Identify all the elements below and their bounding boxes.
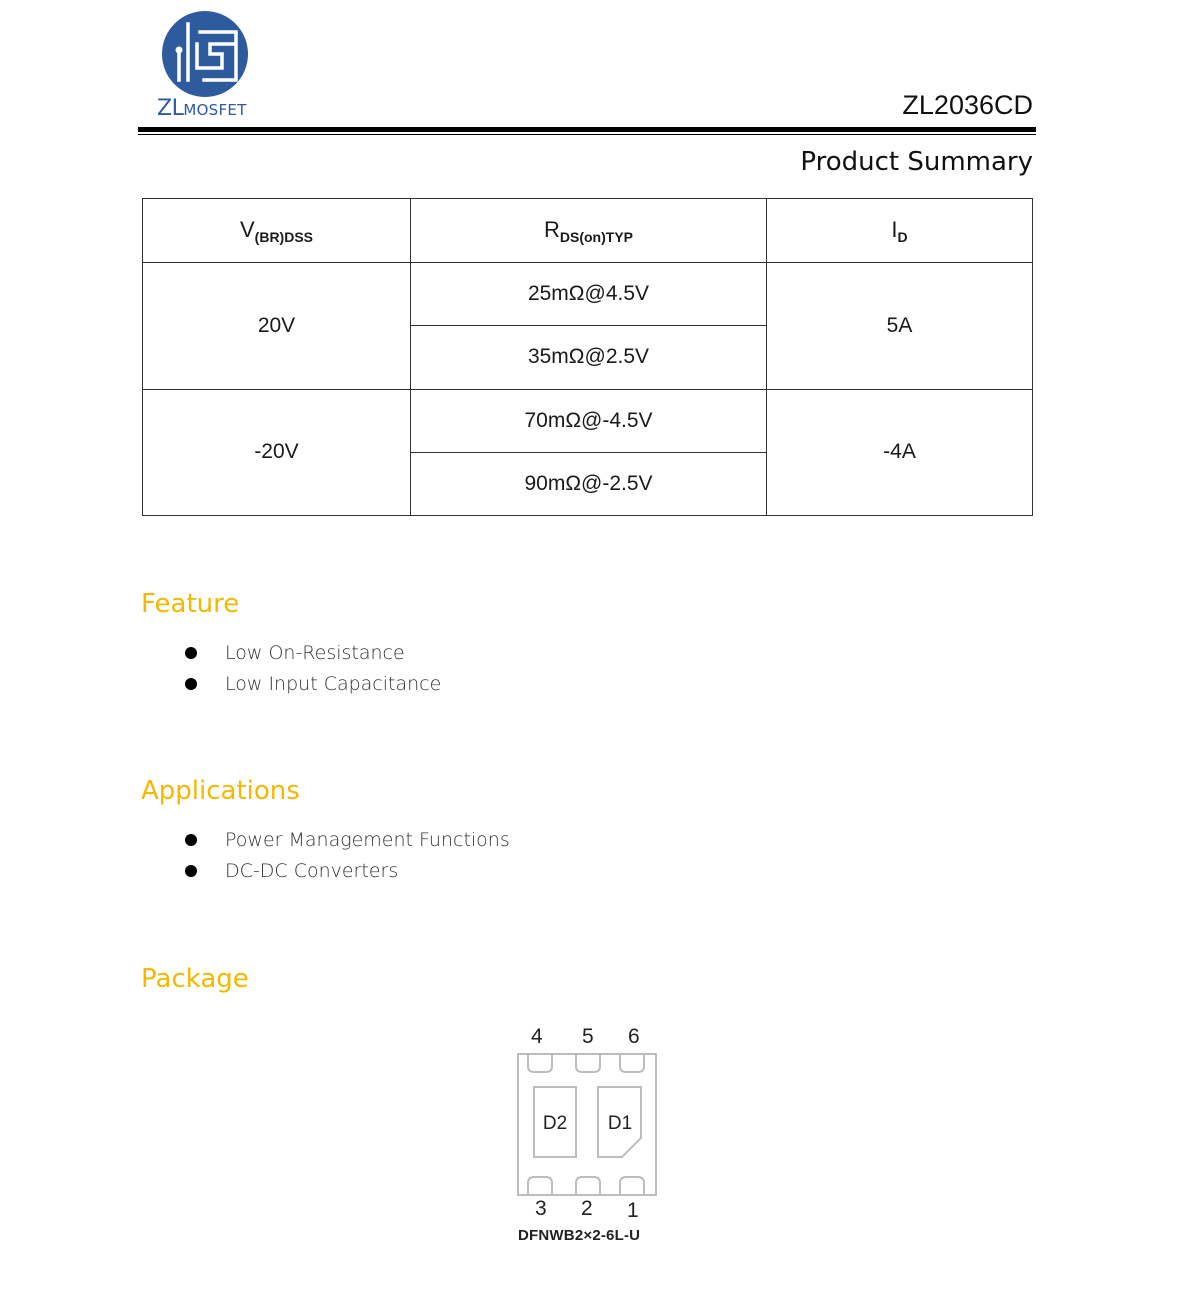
cell-rdson: 35mΩ@2.5V [411, 326, 767, 389]
bullet-icon [185, 834, 197, 846]
cell-vbrdss: 20V [143, 263, 411, 389]
logo-wordmark: ZLMOSFET [157, 96, 247, 121]
pin-number: 4 [531, 1025, 543, 1048]
company-logo [152, 10, 262, 125]
part-number: ZL2036CD [902, 90, 1033, 120]
table-row [143, 263, 1033, 326]
product-summary-table [142, 198, 1033, 516]
cell-rdson: 70mΩ@-4.5V [411, 389, 767, 452]
pin-number: 2 [581, 1197, 593, 1220]
package-name: DFNWB2×2-6L-U [518, 1227, 641, 1244]
bullet-icon [185, 678, 197, 690]
cell-id: 5A [767, 263, 1033, 389]
table-header-row [143, 199, 1033, 263]
list-item: Low On-Resistance [183, 638, 441, 669]
column-header-rdson: $R_{DS(on)TYP}$ [411, 199, 767, 263]
product-summary-title: Product Summary [800, 147, 1033, 177]
cell-vbrdss: -20V [143, 389, 411, 515]
feature-list [183, 638, 441, 700]
pad-label: D1 [607, 1113, 633, 1134]
feature-heading: Feature [141, 589, 240, 619]
pad-label: D2 [542, 1113, 568, 1134]
logo-emblem-icon [152, 10, 262, 100]
package-drawing [510, 1020, 670, 1250]
pin-number: 1 [627, 1199, 639, 1222]
list-item: DC-DC Converters [183, 856, 510, 887]
pin-number: 3 [535, 1197, 547, 1220]
column-header-id: $I_D$ [767, 199, 1033, 263]
cell-rdson: 25mΩ@4.5V [411, 263, 767, 326]
bullet-icon [185, 865, 197, 877]
list-item: Power Management Functions [183, 825, 510, 856]
cell-id: -4A [767, 389, 1033, 515]
applications-heading: Applications [141, 776, 300, 806]
column-header-vbrdss: $V_{(BR)DSS}$ [143, 199, 411, 263]
applications-list [183, 825, 510, 887]
header-rule-thin [138, 134, 1036, 135]
pin-number: 5 [582, 1025, 594, 1048]
table-row [143, 389, 1033, 452]
package-heading: Package [141, 964, 249, 994]
list-item: Low Input Capacitance [183, 669, 441, 700]
bullet-icon [185, 647, 197, 659]
cell-rdson: 90mΩ@-2.5V [411, 452, 767, 515]
header-rule [138, 127, 1036, 132]
pin-number: 6 [628, 1025, 640, 1048]
